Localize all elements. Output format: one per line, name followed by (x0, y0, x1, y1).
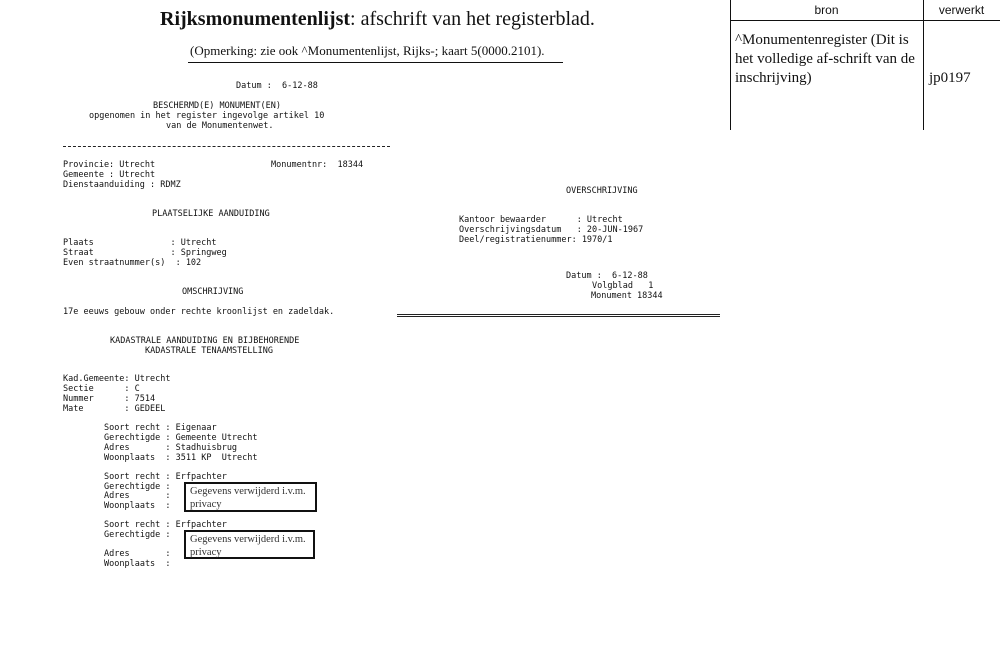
recht-2-woonplaats: Woonplaats : (104, 501, 171, 511)
gemeente: Gemeente : Utrecht (63, 170, 156, 180)
source-table (730, 0, 1000, 130)
remark-note: (Opmerking: zie ook ^Monumentenlijst, Rijks-; kaart 5(0000.2101). (190, 43, 545, 58)
kadastraal-heading-2: KADASTRALE TENAAMSTELLING (145, 346, 273, 356)
overschrijvingsdatum: Overschrijvingsdatum : 20-JUN-1967 (459, 225, 644, 235)
recht-2-adres: Adres : (104, 491, 171, 501)
recht-3-adres: Adres : (104, 549, 171, 559)
kadastraal-heading-1: KADASTRALE AANDUIDING EN BIJBEHORENDE (110, 336, 300, 346)
page-title: Rijksmonumentenlijst: afschrift van het registerblad. (160, 8, 595, 30)
register-date: Datum : 6-12-88 (236, 81, 318, 91)
kad-gemeente: Kad.Gemeente: Utrecht (63, 374, 171, 384)
recht-1-adres: Adres : Stadhuisbrug (104, 443, 238, 453)
mate: Mate : GEDEEL (63, 404, 166, 414)
volgblad: Volgblad 1 (592, 281, 654, 291)
plaatselijke-heading: PLAATSELIJKE AANDUIDING (152, 209, 270, 219)
privacy-redaction-1: Gegevens verwijderd i.v.m. privacy (184, 482, 317, 512)
recht-2-soort: Soort recht : Erfpachter (104, 472, 227, 482)
recht-1-woonplaats: Woonplaats : 3511 KP Utrecht (104, 453, 258, 463)
recht-3-soort: Soort recht : Erfpachter (104, 520, 227, 530)
provincie: Provincie: Utrecht (63, 160, 156, 170)
omschrijving-heading: OMSCHRIJVING (182, 287, 244, 297)
recht-3-gerechtigde: Gerechtigde : (104, 530, 171, 540)
overschrijving-heading: OVERSCHRIJVING (566, 186, 638, 196)
recht-1-gerechtigde: Gerechtigde : Gemeente Utrecht (104, 433, 258, 443)
omschrijving-text: 17e eeuws gebouw onder rechte kroonlijst en zadeldak. (63, 307, 335, 317)
privacy-redaction-2: Gegevens verwijderd i.v.m. privacy (184, 530, 315, 559)
deel-registratienummer: Deel/registratienummer: 1970/1 (459, 235, 613, 245)
table-header-divider (730, 20, 1000, 21)
register-heading-3: van de Monumentenwet. (166, 121, 274, 131)
recht-3-woonplaats: Woonplaats : (104, 559, 171, 569)
nummer: Nummer : 7514 (63, 394, 156, 404)
sectie: Sectie : C (63, 384, 140, 394)
double-separator (397, 314, 720, 317)
bron-cell: ^Monumentenregister (Dit is het volledige af-schrift van de inschrijving) (735, 32, 915, 86)
column-header-verwerkt: verwerkt (938, 3, 985, 17)
recht-2-gerechtigde: Gerechtigde : (104, 482, 171, 492)
recht-1-soort: Soort recht : Eigenaar (104, 423, 217, 433)
monument-number: Monument 18344 (591, 291, 663, 301)
register-heading-1: BESCHERMD(E) MONUMENT(EN) (153, 101, 281, 111)
plaats: Plaats : Utrecht (63, 238, 217, 248)
overschrijving-date: Datum : 6-12-88 (566, 271, 648, 281)
dienstaanduiding: Dienstaanduiding : RDMZ (63, 180, 181, 190)
dashed-separator (63, 146, 390, 147)
kantoor-bewaarder: Kantoor bewaarder : Utrecht (459, 215, 623, 225)
monumentnr: Monumentnr: 18344 (271, 160, 364, 170)
register-heading-2: opgenomen in het register ingevolge artikel 10 (89, 111, 325, 121)
even-straatnummer: Even straatnummer(s) : 102 (63, 258, 202, 268)
straat: Straat : Springweg (63, 248, 227, 258)
remark-underline (188, 62, 563, 63)
verwerkt-cell: jp0197 (929, 70, 971, 86)
column-header-bron: bron (814, 3, 839, 17)
